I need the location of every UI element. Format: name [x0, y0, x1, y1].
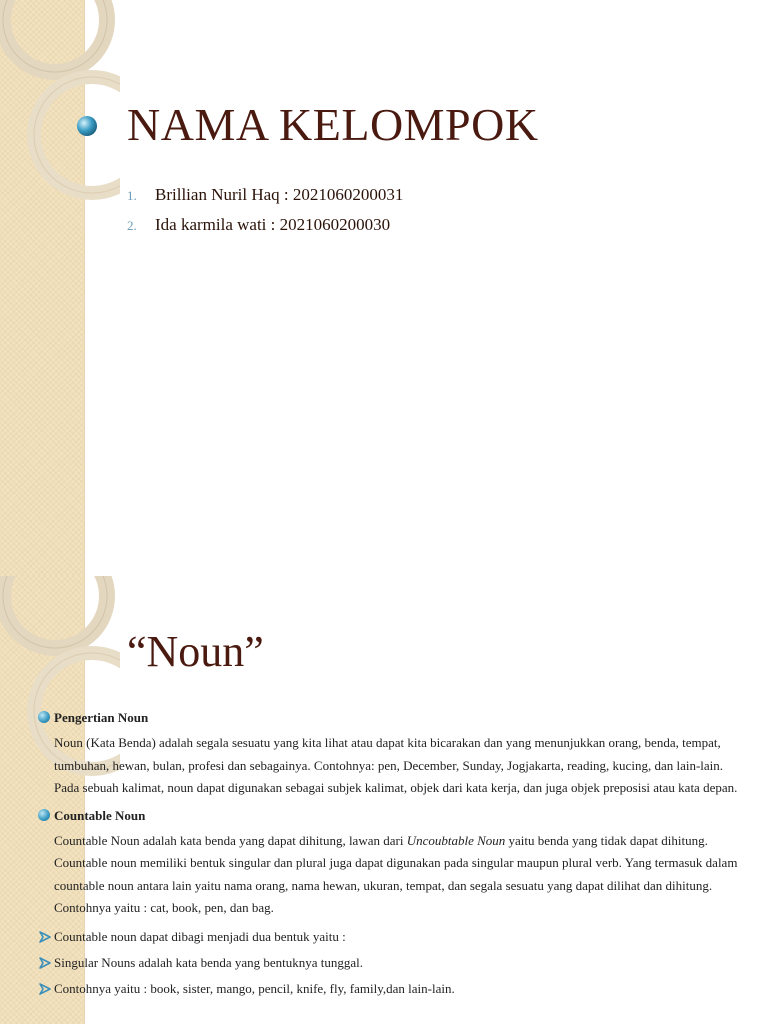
list-item	[38, 924, 738, 950]
slide-2	[0, 576, 768, 1024]
arrow-bullet-icon	[38, 930, 52, 944]
list-number: 2.	[127, 218, 137, 233]
list-item	[127, 215, 403, 245]
bullet-text: Singular Nouns adalah kata benda yang bentuknya tunggal.	[54, 954, 364, 970]
slide-body	[38, 706, 738, 1002]
bullet-ball-icon	[38, 711, 50, 723]
list-number: 1.	[127, 188, 137, 203]
section-heading	[38, 706, 738, 730]
heading-text: Countable Noun	[54, 807, 146, 823]
slide-title: NAMA KELOMPOK	[127, 99, 539, 150]
member-name: Brillian Nuril Haq : 2021060200031	[155, 185, 404, 204]
member-list	[127, 185, 403, 245]
list-item	[38, 976, 738, 1002]
decorative-rings	[0, 0, 120, 260]
paragraph	[38, 830, 738, 920]
heading-text: Pengertian Noun	[54, 710, 149, 725]
list-item	[38, 950, 738, 976]
paragraph: Noun (Kata Benda) adalah segala sesuatu yang kita lihat atau dapat kita bicarakan dan yang menunjukkan orang, benda, tempat, tumbuhan, hewan, bulan, profesi dan sebagainya. Contohnya: pen, December, Sunday, Jogjakarta, reading, kucing, dan lain-lain. Pada sebuah kalimat, noun dapat digunakan sebagai subjek kalimat, objek dari kata kerja, dan juga objek preposisi atau kata depan.	[54, 735, 738, 795]
italic-term: Uncoubtable Noun	[406, 832, 506, 848]
arrow-bullet-icon	[38, 982, 52, 996]
bullet-text: Contohnya yaitu : book, sister, mango, pencil, knife, fly, family,dan lain-lain.	[54, 980, 455, 996]
member-name: Ida karmila wati : 2021060200030	[155, 215, 391, 234]
arrow-bullet-icon	[38, 956, 52, 970]
section-heading	[38, 804, 738, 828]
bullet-ball-icon	[38, 809, 50, 821]
slide-title: “Noun”	[127, 627, 264, 676]
paragraph-text: yaitu benda yang tidak dapat dihitung. Countable noun memiliki bentuk singular dan plural juga dapat digunakan pada singular maupun plural verb. Yang termasuk dalam countable noun antara lain yaitu nama orang, nama hewan, ukuran, tempat, dan segala sesuatu yang dapat dilihat dan dihitung. Contohnya yaitu : cat, book, pen, dan bag.	[54, 832, 738, 915]
bullet-text: Countable noun dapat dibagi menjadi dua bentuk yaitu :	[54, 928, 346, 944]
accent-ball-icon	[77, 116, 97, 136]
paragraph-text: Countable Noun adalah kata benda yang dapat dihitung, lawan dari	[54, 832, 407, 848]
list-item	[127, 185, 403, 215]
